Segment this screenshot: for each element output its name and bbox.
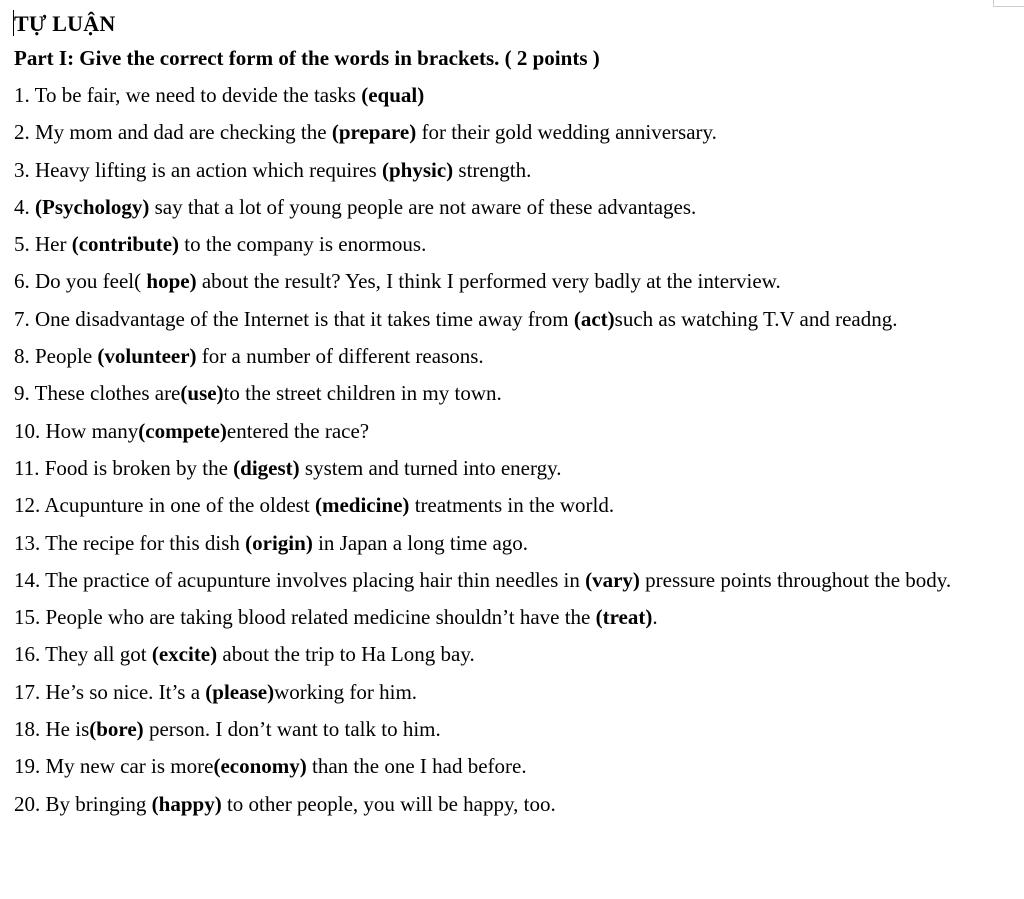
word-in-brackets: (physic) [381, 157, 454, 182]
item-number: 13. [14, 530, 41, 555]
exercise-item [14, 636, 984, 673]
item-number: 20. [14, 791, 41, 816]
exercise-item [14, 599, 984, 636]
word-in-brackets: (medicine) [314, 493, 410, 518]
word-in-brackets: (excite) [151, 642, 218, 667]
item-number: 19. [14, 754, 41, 779]
item-number: 17. [14, 679, 41, 704]
sentence-text: in Japan a long time ago. [312, 530, 529, 555]
sentence-text: How many [40, 418, 139, 443]
sentence-text: My new car is more [40, 754, 214, 779]
word-in-brackets: (economy) [213, 754, 307, 779]
word-in-brackets: (Psychology) [35, 194, 150, 219]
sentence-text: for a number of different reasons. [196, 344, 484, 369]
sentence-text: say that a lot of young people are not aware of these advantages. [149, 194, 697, 219]
item-number: 15. [14, 605, 41, 630]
sentence-text: Do you feel( [29, 269, 147, 294]
word-in-brackets: (origin) [245, 530, 313, 555]
exercise-item [14, 226, 984, 263]
exercise-item [14, 487, 984, 524]
exercise-item [14, 525, 984, 562]
word-in-brackets: (prepare) [331, 120, 417, 145]
sentence-text: entered the race? [226, 418, 370, 443]
word-in-brackets: (digest) [233, 455, 300, 480]
sentence-text: By bringing [40, 791, 152, 816]
item-number: 1. [14, 83, 30, 107]
exercise-item [14, 301, 984, 338]
exercise-list [14, 77, 984, 823]
item-number: 8. [14, 344, 30, 369]
sentence-text: One disadvantage of the Internet is that it takes time away from [29, 306, 574, 331]
sentence-text: than the one I had before. [306, 754, 527, 779]
item-number: 9. [14, 381, 30, 406]
exercise-item [14, 786, 984, 823]
sentence-text: Acupunture in one of the oldest [40, 493, 315, 518]
sentence-text: to the company is enormous. [179, 232, 427, 257]
word-in-brackets: (happy) [151, 791, 222, 816]
item-number: 10. [14, 418, 41, 443]
sentence-text: about the result? Yes, I think I performed very badly at the interview. [196, 269, 781, 294]
item-number: 3. [14, 157, 30, 182]
exercise-item [14, 450, 984, 487]
sentence-text: working for him. [274, 679, 418, 704]
sentence-text: The practice of acupunture involves placing hair thin needles in [40, 567, 586, 592]
sentence-text: system and turned into energy. [299, 455, 562, 480]
sentence-text: person. I don’t want to talk to him. [143, 717, 441, 742]
word-in-brackets: (please) [205, 679, 275, 704]
exercise-item [14, 413, 984, 450]
word-in-brackets: (act) [573, 306, 615, 331]
exercise-item [14, 375, 984, 412]
sentence-text: He’s so nice. It’s a [40, 679, 206, 704]
item-number: 14. [14, 567, 41, 592]
item-number: 7. [14, 306, 30, 331]
page-corner-mark [993, 0, 1024, 7]
word-in-brackets: hope) [146, 269, 197, 294]
sentence-text: . [652, 605, 658, 630]
exercise-item [14, 152, 984, 189]
document-page [14, 8, 984, 823]
item-number: 11. [14, 455, 40, 480]
sentence-text: such as watching T.V and readng. [614, 306, 898, 331]
exercise-item [14, 748, 984, 785]
sentence-text: People who are taking blood related medicine shouldn’t have the [40, 605, 596, 630]
word-in-brackets: (compete) [138, 418, 227, 443]
item-number: 4. [14, 194, 30, 219]
exercise-item [14, 77, 984, 114]
sentence-text: about the trip to Ha Long bay. [217, 642, 475, 667]
exercise-item [14, 338, 984, 375]
exercise-item [14, 189, 984, 226]
part-title: Part I: Give the correct form of the words in brackets. ( 2 points ) [14, 46, 600, 70]
exercise-item [14, 711, 984, 748]
sentence-text: to the street children in my town. [223, 381, 502, 406]
sentence-text: They all got [40, 642, 152, 667]
word-in-brackets: (equal) [361, 83, 425, 107]
item-number: 5. [14, 232, 30, 257]
item-number: 2. [14, 120, 30, 145]
exercise-item [14, 114, 984, 151]
word-in-brackets: (use) [180, 381, 224, 406]
sentence-text: People [29, 344, 98, 369]
sentence-text: The recipe for this dish [40, 530, 246, 555]
sentence-text: strength. [453, 157, 532, 182]
item-number: 18. [14, 717, 41, 742]
word-in-brackets: (bore) [89, 717, 144, 742]
sentence-text: Her [29, 232, 72, 257]
sentence-text: My mom and dad are checking the [29, 120, 332, 145]
sentence-text: Food is broken by the [39, 455, 234, 480]
sentence-text: treatments in the world. [409, 493, 615, 518]
exercise-item [14, 562, 984, 599]
item-number: 16. [14, 642, 41, 667]
sentence-text: To be fair, we need to devide the tasks [29, 83, 362, 107]
page-heading: TỰ LUẬN [14, 11, 116, 36]
item-number: 12. [14, 493, 41, 518]
word-in-brackets: (volunteer) [97, 344, 197, 369]
exercise-item [14, 263, 984, 300]
sentence-text: Heavy lifting is an action which requires [29, 157, 382, 182]
sentence-text: for their gold wedding anniversary. [416, 120, 717, 145]
word-in-brackets: (treat) [595, 605, 653, 630]
word-in-brackets: (contribute) [71, 232, 180, 257]
exercise-item [14, 674, 984, 711]
sentence-text: pressure points throughout the body. [639, 567, 952, 592]
sentence-text: These clothes are [29, 381, 181, 406]
word-in-brackets: (vary) [585, 567, 640, 592]
item-number: 6. [14, 269, 30, 294]
sentence-text: to other people, you will be happy, too. [221, 791, 556, 816]
sentence-text: He is [40, 717, 90, 742]
